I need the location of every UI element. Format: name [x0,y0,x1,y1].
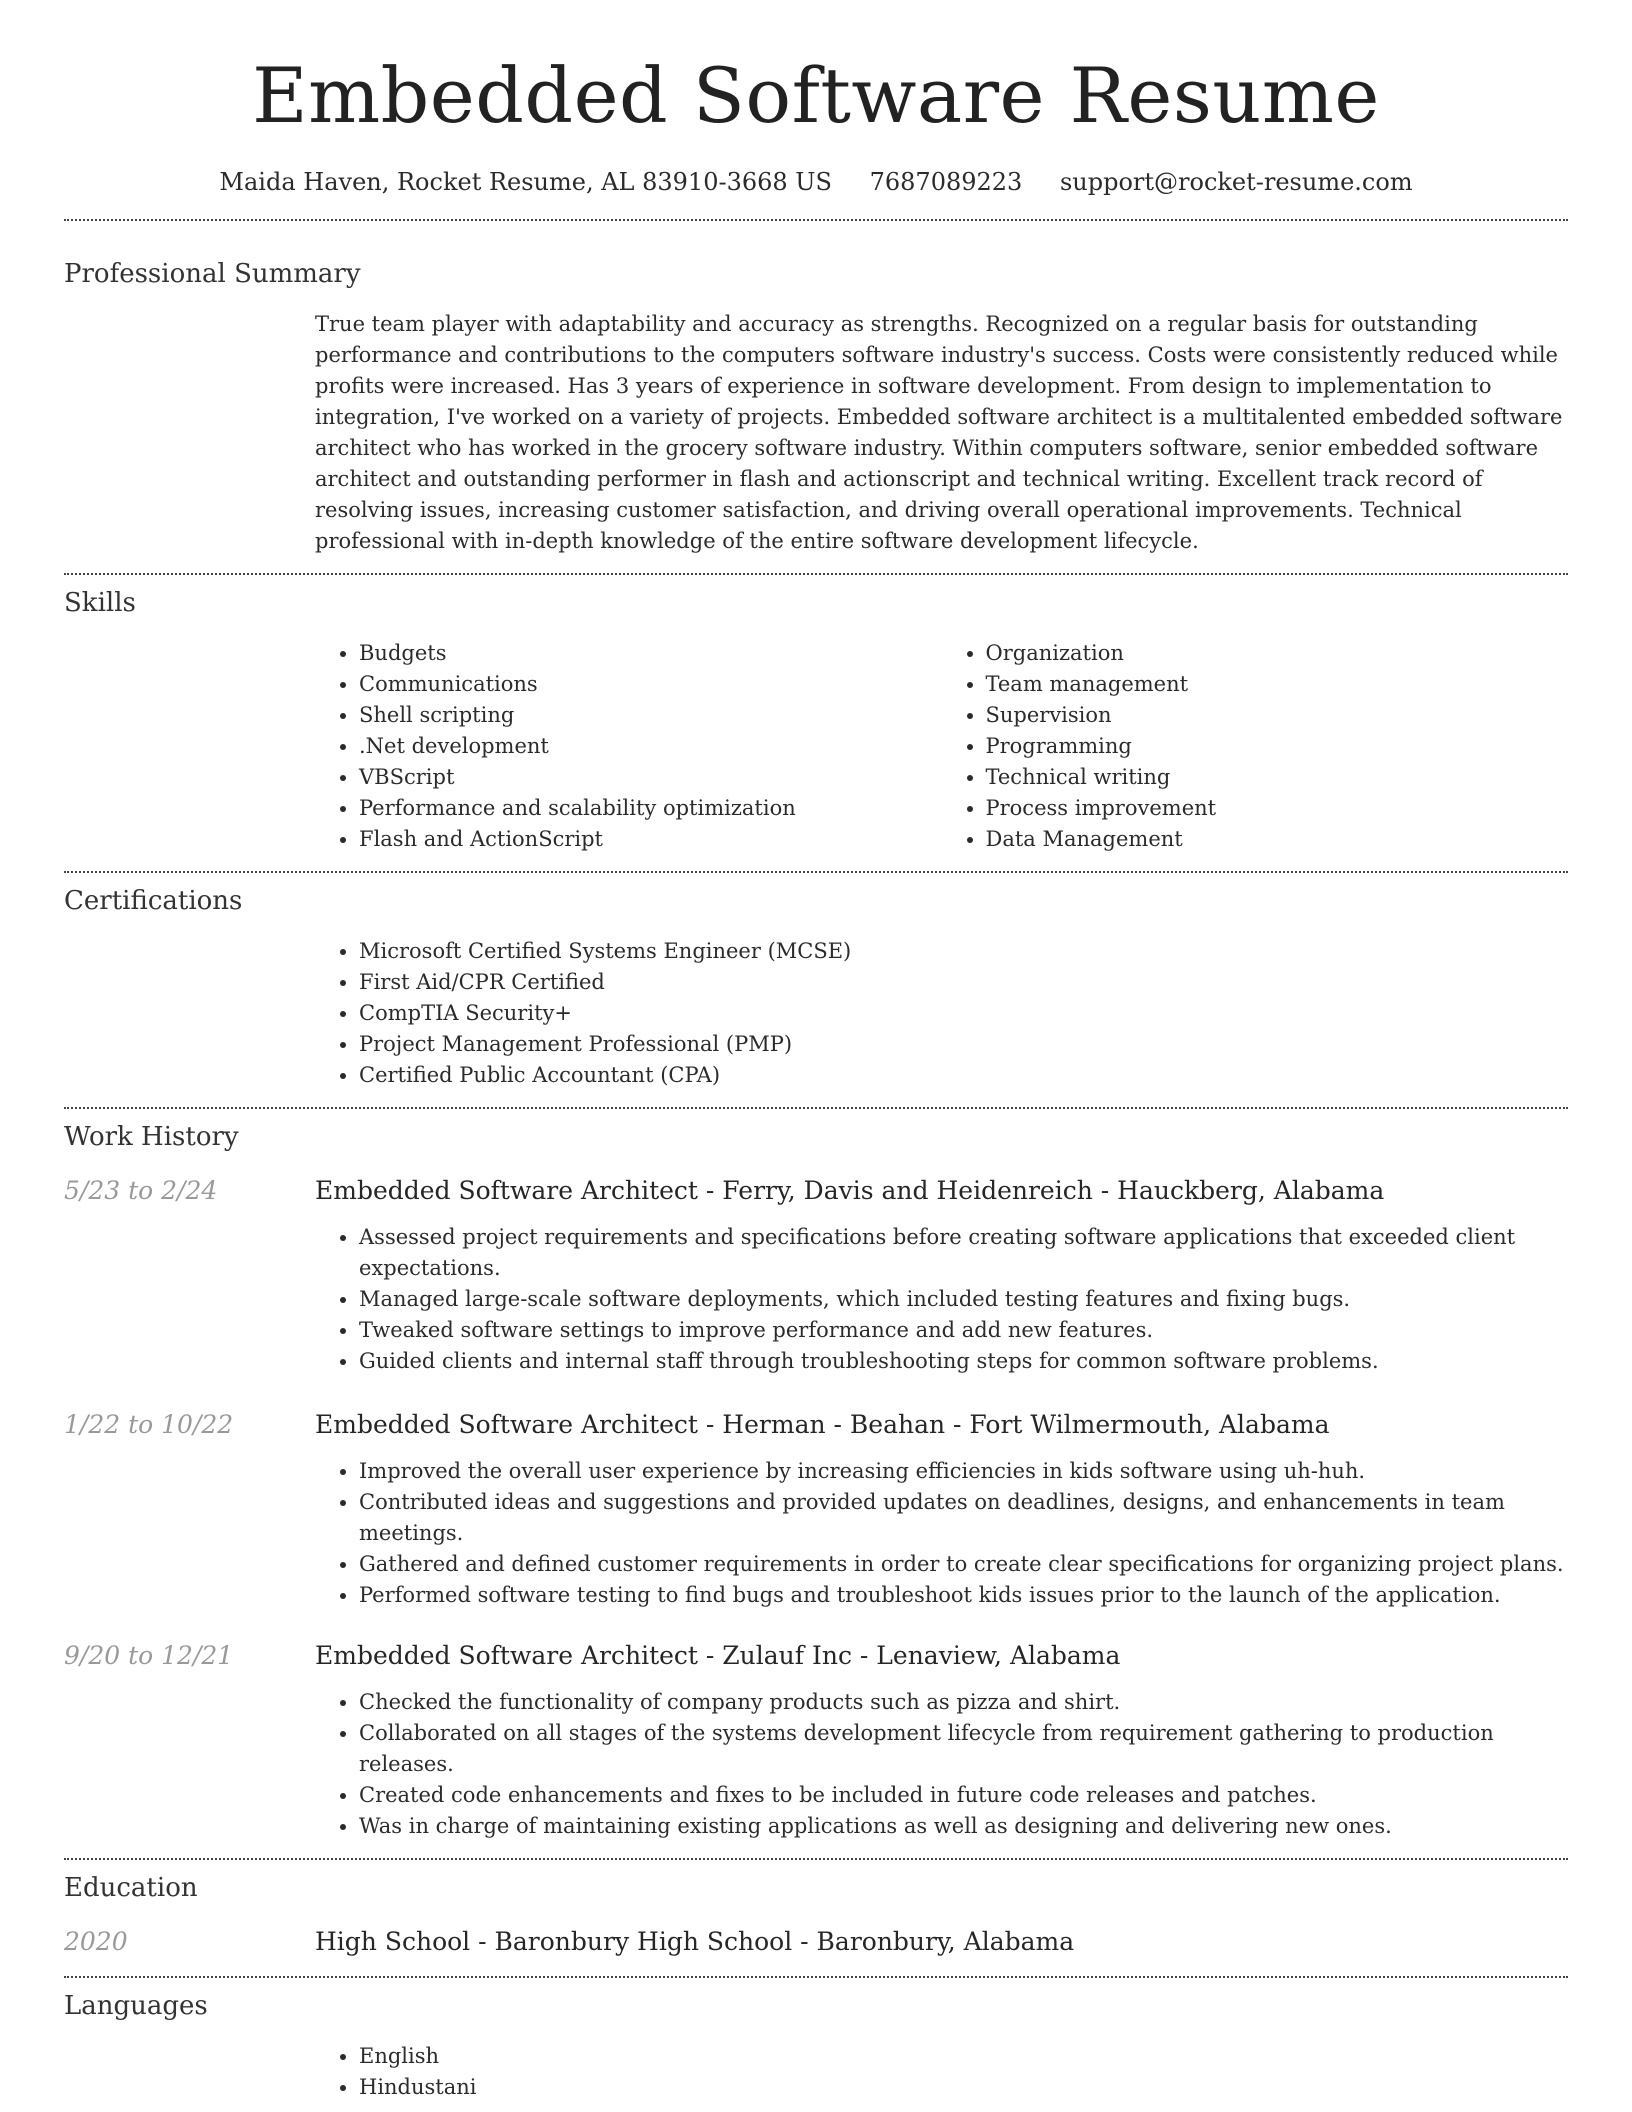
summary-text: True team player with adaptability and accuracy as strengths. Recognized on a regular basis for outstanding performance and contributions to the computers software industry's success. Costs were consistently reduced while profits were increased. Has 3 years of experience in software development. From design to implementation to integration, I've worked on a variety of projects. Embedded software architect is a multitalented embedded software architect who has worked in the grocery software industry. Within computers software, senior embedded software architect and outstanding performer in flash and actionscript and technical writing. Excellent track record of resolving issues, increasing customer satisfaction, and driving overall operational improvements. Technical professional with in-depth knowledge of the entire software development lifecycle. [315,312,1563,553]
skill-item: • VBScript [359,762,942,793]
job-entry [64,1639,1568,1842]
languages-list [315,2041,1568,2103]
job-duties [315,1456,1568,1611]
job-title: Embedded Software Architect - Ferry, Davis and Heidenreich - Hauckberg, Alabama [315,1176,1385,1205]
job-header [64,1639,1568,1673]
job-bullet: • Was in charge of maintaining existing applications as well as designing and delivering new ones. [359,1811,1568,1842]
job-header [64,1408,1568,1442]
summary-heading: Professional Summary [64,259,361,289]
language-item: • English [359,2041,1568,2072]
skill-item: • Data Management [986,824,1569,855]
education-date: 2020 [64,1927,128,1956]
job-bullet: • Checked the functionality of company products such as pizza and shirt. [359,1687,1568,1718]
job-duties [315,1222,1568,1377]
languages-section [64,1978,1568,2103]
contact-address: Maida Haven, Rocket Resume, AL 83910-3668 US [219,168,832,196]
job-bullets [315,1687,1568,1842]
resume-title: Embedded Software Resume [252,51,1380,140]
certifications-section [64,873,1568,1091]
skill-item: • Communications [359,669,942,700]
job-bullet: • Performed software testing to find bugs and troubleshoot kids issues prior to the launch of the application. [359,1580,1568,1611]
skills-list-right [942,638,1569,855]
job-bullet: • Tweaked software settings to improve performance and add new features. [359,1315,1568,1346]
certifications-list [315,936,1568,1091]
contact-line [64,166,1568,198]
contact-phone: 7687089223 [869,168,1023,196]
language-item: • Hindustani [359,2072,1568,2103]
job-bullet: • Improved the overall user experience by increasing efficiencies in kids software using uh-huh. [359,1456,1568,1487]
skill-item: • Shell scripting [359,700,942,731]
skill-item: • Organization [986,638,1569,669]
certification-item: • CompTIA Security+ [359,998,1568,1029]
certification-item: • Certified Public Accountant (CPA) [359,1060,1568,1091]
skill-item: • Flash and ActionScript [359,824,942,855]
job-bullet: • Assessed project requirements and specifications before creating software applications that exceeded client expectations. [359,1222,1568,1284]
work-heading: Work History [64,1122,239,1152]
resume-page [64,0,1568,2103]
education-entry [64,1925,1568,1959]
skill-item: • Process improvement [986,793,1569,824]
education-heading: Education [64,1873,198,1903]
skill-item: • Performance and scalability optimization [359,793,942,824]
job-dates: 9/20 to 12/21 [64,1641,234,1670]
work-section [64,1109,1568,1842]
job-bullet: • Collaborated on all stages of the systems development lifecycle from requirement gathering to production releases. [359,1718,1568,1780]
job-bullets [315,1456,1568,1611]
summary-section [64,221,1568,557]
skills-section [64,575,1568,855]
skill-item: • Budgets [359,638,942,669]
job-dates: 5/23 to 2/24 [64,1176,218,1205]
certification-item: • Project Management Professional (PMP) [359,1029,1568,1060]
skills-list-left [315,638,942,855]
skill-item: • Supervision [986,700,1569,731]
certifications-heading: Certifications [64,886,243,916]
contact-email: support@rocket-resume.com [1059,168,1413,196]
skill-item: • Team management [986,669,1569,700]
job-bullet: • Created code enhancements and fixes to be included in future code releases and patches. [359,1780,1568,1811]
job-bullet: • Managed large-scale software deployments, which included testing features and fixing bugs. [359,1284,1568,1315]
languages-heading: Languages [64,1991,208,2021]
education-title: High School - Baronbury High School - Baronbury, Alabama [315,1927,1075,1956]
job-bullets [315,1222,1568,1377]
languages-body [315,2041,1568,2103]
certification-item: • First Aid/CPR Certified [359,967,1568,998]
job-header [64,1174,1568,1208]
job-entry [64,1174,1568,1377]
skill-item: • Programming [986,731,1569,762]
skills-columns [315,638,1568,855]
certifications-body [315,936,1568,1091]
skills-heading: Skills [64,588,136,618]
job-bullet: • Gathered and defined customer requirements in order to create clear specifications for organizing project plans. [359,1549,1568,1580]
education-section [64,1860,1568,1959]
skill-item: • .Net development [359,731,942,762]
job-entry [64,1408,1568,1611]
job-title: Embedded Software Architect - Herman - Beahan - Fort Wilmermouth, Alabama [315,1410,1330,1439]
job-duties [315,1687,1568,1842]
certification-item: • Microsoft Certified Systems Engineer (MCSE) [359,936,1568,967]
job-dates: 1/22 to 10/22 [64,1410,234,1439]
job-bullet: • Guided clients and internal staff through troubleshooting steps for common software problems. [359,1346,1568,1377]
skill-item: • Technical writing [986,762,1569,793]
job-bullet: • Contributed ideas and suggestions and provided updates on deadlines, designs, and enhancements in team meetings. [359,1487,1568,1549]
job-title: Embedded Software Architect - Zulauf Inc - Lenaview, Alabama [315,1641,1121,1670]
